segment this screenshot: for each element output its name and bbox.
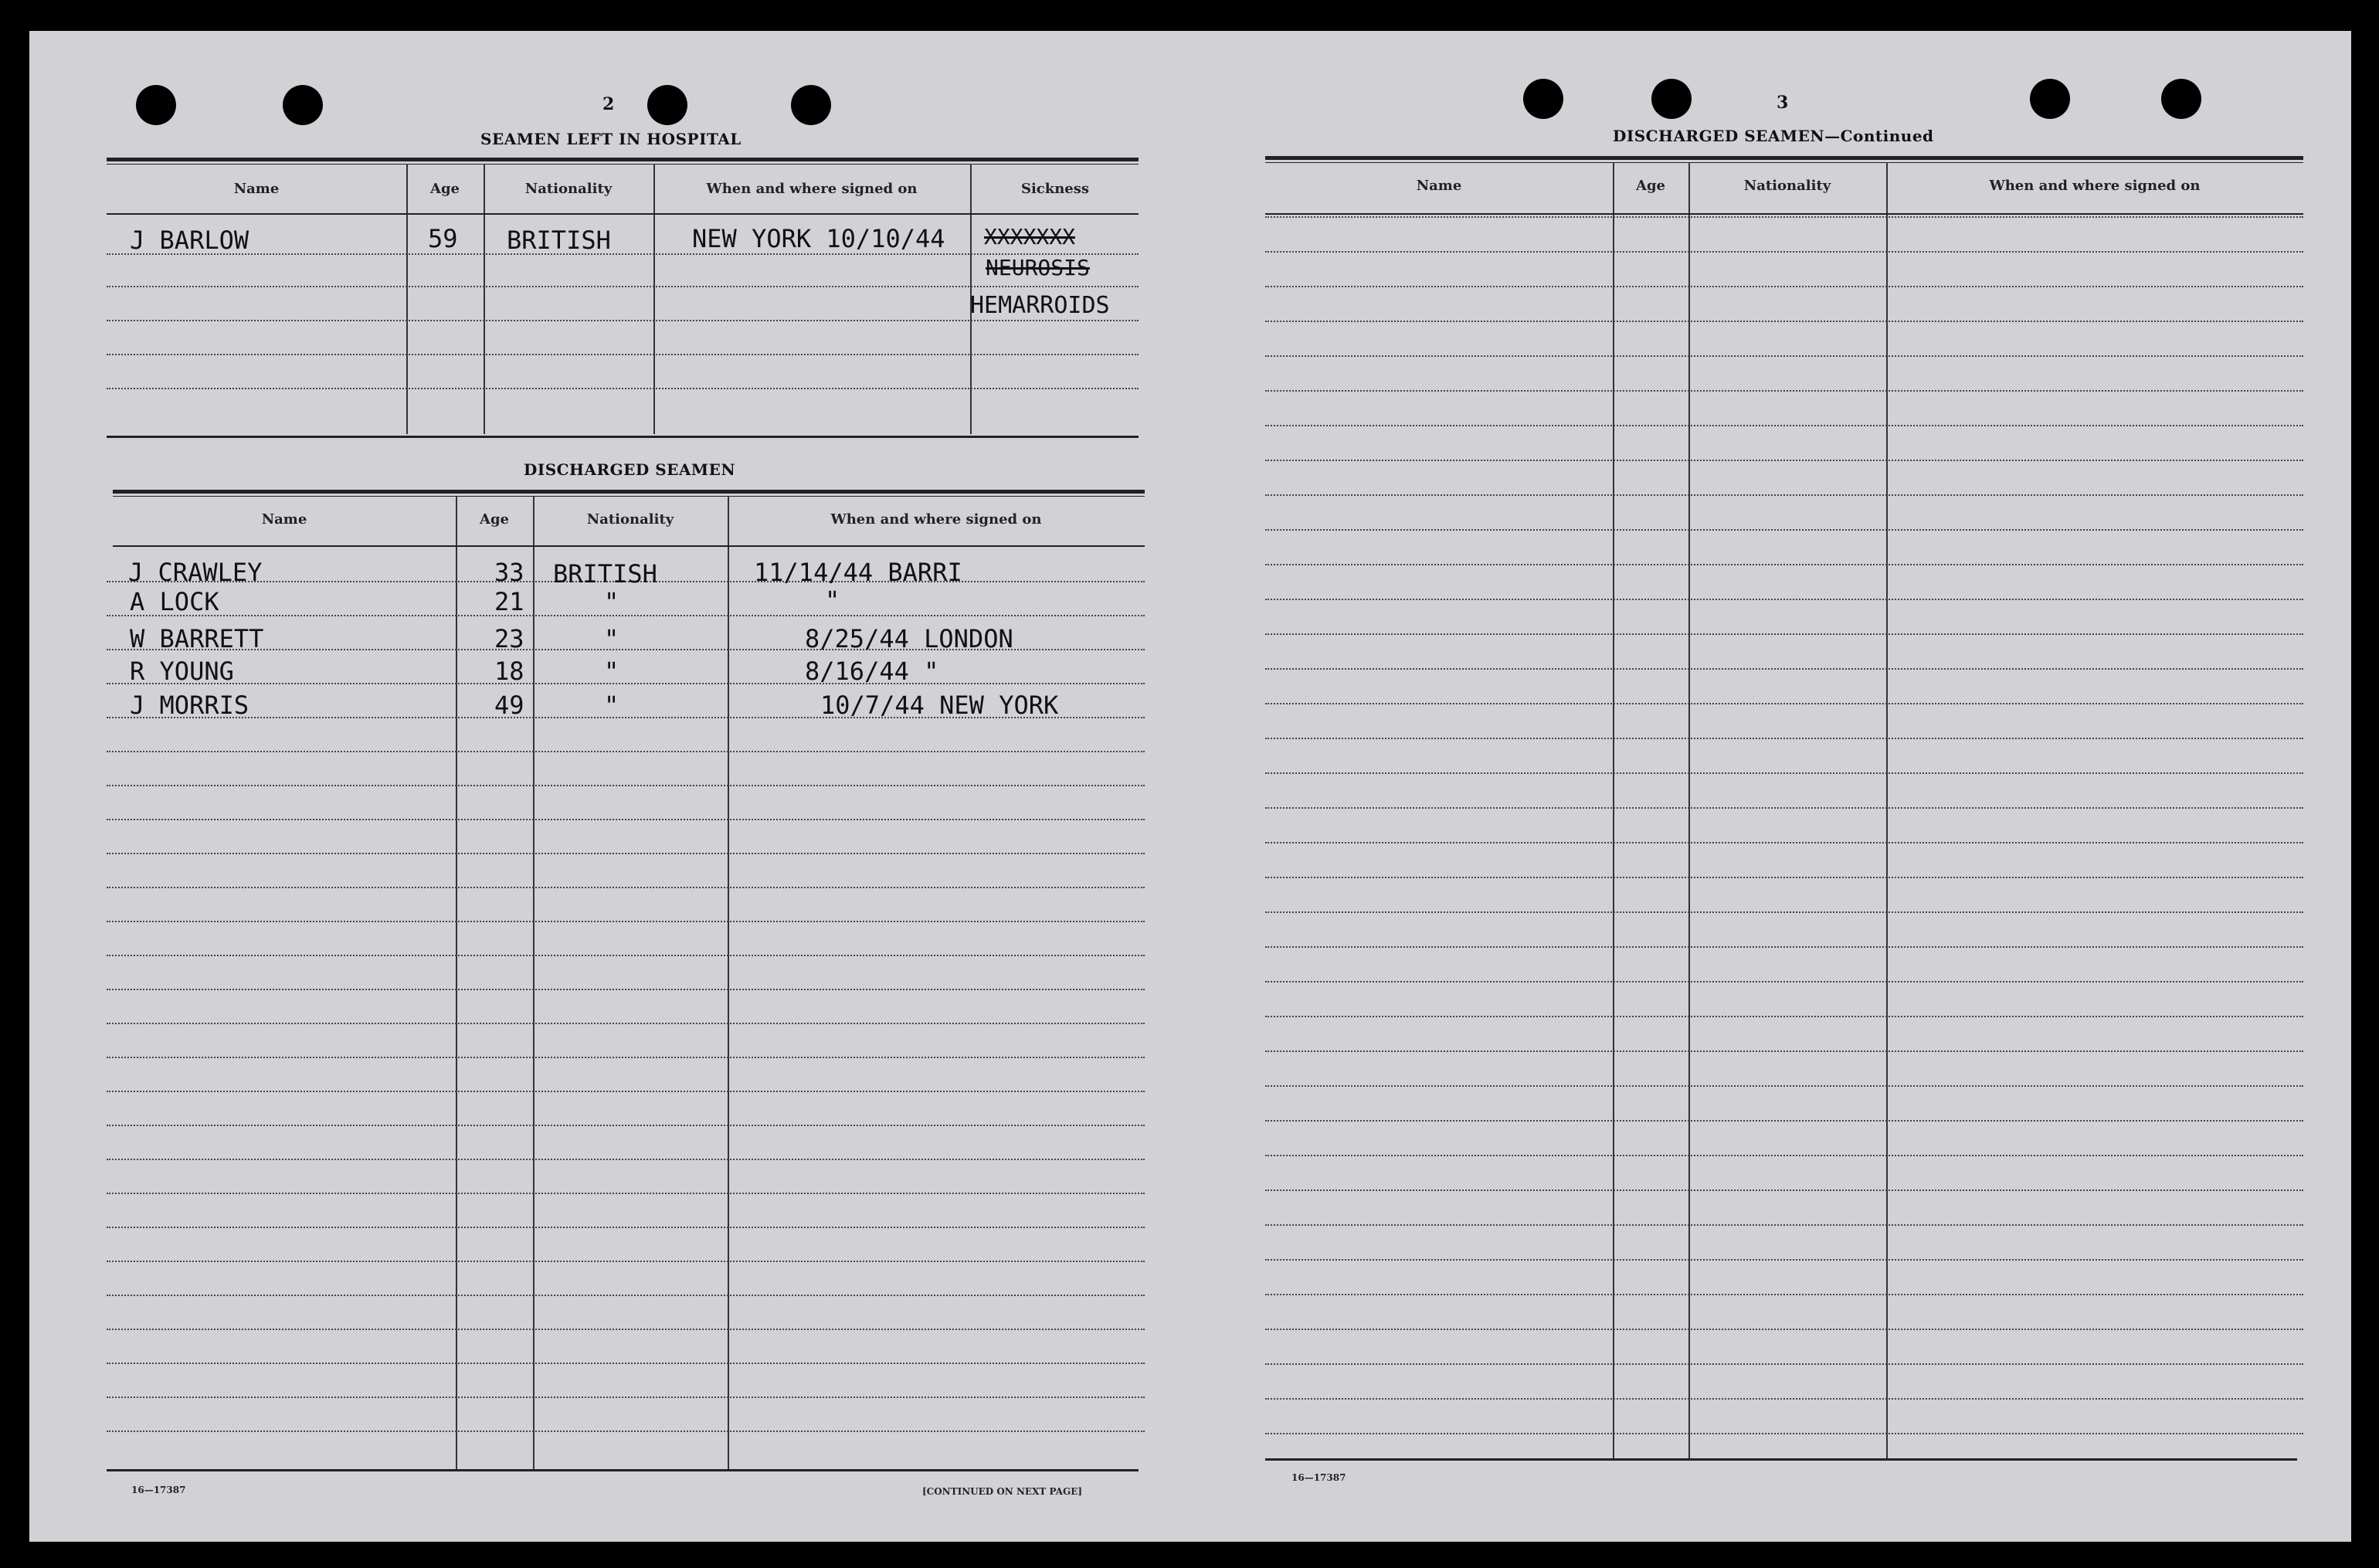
right-col-divider: [1613, 162, 1614, 1460]
hospital-sickness-struck: XXXXXXX: [984, 224, 1076, 249]
punch-hole: [136, 85, 176, 125]
discharged-header-name: Name: [261, 511, 307, 528]
row-line: [107, 853, 1145, 854]
hospital-header-name: Name: [233, 181, 280, 197]
row-line: [1265, 1050, 2303, 1052]
hospital-name-cell: J BARLOW: [130, 226, 249, 255]
row-line: [107, 1125, 1145, 1126]
discharged-top-rule: [113, 490, 1145, 494]
row-line: [107, 1295, 1145, 1296]
form-number-left: 16—17387: [131, 1485, 186, 1495]
row-line: [107, 921, 1145, 922]
discharged-name-cell: R YOUNG: [130, 657, 234, 686]
discharged-name-cell: J CRAWLEY: [128, 558, 263, 587]
row-line: [107, 819, 1145, 820]
right-col-divider: [1688, 162, 1690, 1460]
row-line: [1265, 1016, 2303, 1017]
row-line: [1265, 599, 2303, 600]
form-number-right: 16—17387: [1291, 1472, 1346, 1483]
left-bottom-rule: [107, 1469, 1139, 1471]
row-line: [107, 751, 1145, 752]
discharged-top-rule-thin: [113, 496, 1145, 497]
row-line: [1265, 529, 2303, 531]
discharged-nationality-cell: ": [604, 657, 619, 686]
row-line: [107, 785, 1145, 786]
discharged-nationality-cell: ": [604, 691, 619, 720]
row-line: [1265, 390, 2303, 392]
discharged-name-cell: W BARRETT: [130, 624, 264, 653]
row-line: [1265, 321, 2303, 322]
discharged-nationality-cell: BRITISH: [553, 559, 657, 589]
continued-note: [CONTINUED ON NEXT PAGE]: [922, 1486, 1083, 1497]
row-line: [1265, 1155, 2303, 1156]
discharged-age-cell: 18: [494, 657, 524, 686]
row-line: [107, 615, 1145, 616]
discharged-header-nationality: Nationality: [586, 511, 674, 528]
hospital-section-title: SEAMEN LEFT IN HOSPITAL: [480, 130, 742, 148]
discharged-header-rule: [113, 545, 1145, 547]
punch-hole: [283, 85, 323, 125]
row-line: [1265, 1085, 2303, 1087]
discharged-signed-on-cell: 11/14/44 BARRI: [754, 558, 962, 587]
right-section-title: DISCHARGED SEAMEN—Continued: [1613, 127, 1934, 145]
row-line: [107, 320, 1139, 321]
row-line: [107, 1363, 1145, 1364]
row-line: [107, 955, 1145, 956]
discharged-signed-on-cell: ": [825, 585, 840, 615]
row-line: [1265, 1294, 2303, 1295]
row-line: [1265, 1259, 2303, 1261]
punch-hole: [791, 85, 831, 125]
row-line: [1265, 877, 2303, 878]
row-line: [107, 887, 1145, 888]
row-line: [107, 683, 1145, 684]
hospital-age-cell: 59: [428, 224, 458, 253]
discharged-col-divider: [456, 496, 457, 1469]
hospital-col-divider: [406, 164, 408, 434]
row-line: [1265, 946, 2303, 948]
punch-hole: [647, 85, 687, 125]
row-line: [1265, 1224, 2303, 1226]
row-line: [107, 354, 1139, 355]
row-line: [1265, 1120, 2303, 1122]
discharged-section-title: DISCHARGED SEAMEN: [524, 460, 736, 479]
hospital-signed-on-cell: NEW YORK 10/10/44: [692, 224, 945, 253]
document-sheet: [29, 31, 2351, 1542]
hospital-nationality-cell: BRITISH: [507, 226, 611, 255]
punch-hole: [1651, 79, 1692, 119]
discharged-age-cell: 33: [494, 558, 524, 587]
hospital-col-divider: [484, 164, 485, 434]
discharged-nationality-cell: ": [604, 624, 619, 653]
row-line: [107, 1431, 1145, 1432]
hospital-header-sickness: Sickness: [1020, 181, 1090, 197]
row-line: [1265, 216, 2303, 218]
row-line: [1265, 1363, 2303, 1365]
page-number-right: 3: [1777, 93, 1789, 113]
discharged-age-cell: 49: [494, 691, 524, 720]
row-line: [107, 1057, 1145, 1058]
discharged-signed-on-cell: 10/7/44 NEW YORK: [820, 691, 1059, 720]
punch-hole: [1523, 79, 1563, 119]
hospital-header-signed-on: When and where signed on: [706, 181, 918, 197]
row-line: [1265, 911, 2303, 913]
row-line: [107, 1261, 1145, 1262]
right-header-nationality: Nationality: [1743, 178, 1831, 194]
right-header-signed-on: When and where signed on: [1989, 178, 2201, 194]
row-line: [1265, 703, 2303, 704]
discharged-age-cell: 23: [494, 624, 524, 653]
discharged-age-cell: 21: [494, 587, 524, 616]
hospital-top-rule-thin: [107, 164, 1139, 165]
right-top-rule-thin: [1265, 162, 2303, 163]
row-line: [107, 1091, 1145, 1092]
punch-hole: [2030, 79, 2070, 119]
row-line: [107, 989, 1145, 990]
row-line: [1265, 460, 2303, 461]
row-line: [1265, 1433, 2303, 1434]
hospital-header-rule: [107, 213, 1139, 215]
hospital-header-age: Age: [429, 181, 460, 197]
discharged-header-age: Age: [479, 511, 509, 528]
row-line: [107, 1023, 1145, 1024]
row-line: [1265, 772, 2303, 774]
right-header-rule: [1265, 213, 2303, 215]
row-line: [107, 1227, 1145, 1228]
row-line: [1265, 251, 2303, 253]
row-line: [107, 1329, 1145, 1330]
row-line: [1265, 1190, 2303, 1191]
right-header-age: Age: [1635, 178, 1665, 194]
row-line: [1265, 1398, 2303, 1400]
row-line: [107, 286, 1139, 287]
right-bottom-rule: [1265, 1458, 2297, 1461]
hospital-sickness-struck: NEUROSIS: [986, 255, 1090, 280]
row-line: [107, 1159, 1145, 1160]
hospital-header-nationality: Nationality: [524, 181, 613, 197]
row-line: [1265, 981, 2303, 983]
row-line: [1265, 1329, 2303, 1330]
row-line: [1265, 425, 2303, 426]
row-line: [107, 1193, 1145, 1194]
row-line: [1265, 668, 2303, 670]
right-top-rule: [1265, 156, 2303, 160]
row-line: [1265, 842, 2303, 843]
hospital-top-rule: [107, 158, 1139, 161]
row-line: [107, 253, 1139, 255]
hospital-col-divider: [653, 164, 655, 434]
right-col-divider: [1886, 162, 1888, 1460]
discharged-name-cell: J MORRIS: [130, 691, 249, 720]
discharged-nationality-cell: ": [604, 587, 619, 616]
discharged-signed-on-cell: 8/25/44 LONDON: [805, 624, 1013, 653]
hospital-bottom-rule: [107, 436, 1139, 438]
page-number-left: 2: [602, 94, 615, 114]
hospital-sickness-cell: HEMARROIDS: [970, 292, 1110, 319]
discharged-col-divider: [728, 496, 729, 1469]
row-line: [107, 1397, 1145, 1398]
right-header-name: Name: [1416, 178, 1462, 194]
punch-hole: [2161, 79, 2201, 119]
row-line: [1265, 286, 2303, 287]
row-line: [1265, 738, 2303, 739]
row-line: [1265, 564, 2303, 565]
row-line: [1265, 633, 2303, 635]
discharged-name-cell: A LOCK: [130, 587, 219, 616]
row-line: [1265, 494, 2303, 496]
discharged-col-divider: [533, 496, 535, 1469]
discharged-header-signed-on: When and where signed on: [830, 511, 1042, 528]
row-line: [1265, 807, 2303, 809]
discharged-signed-on-cell: 8/16/44 ": [805, 657, 939, 686]
row-line: [107, 388, 1139, 389]
row-line: [1265, 355, 2303, 357]
